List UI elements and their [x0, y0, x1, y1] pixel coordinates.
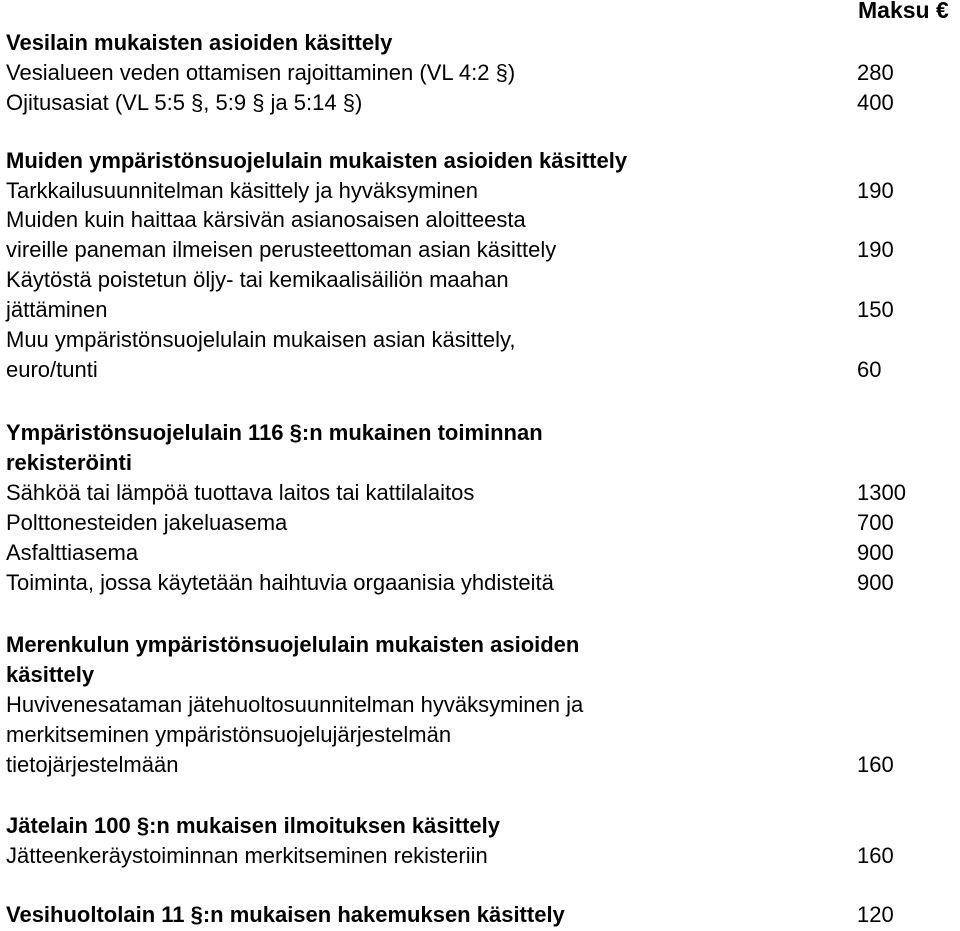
item-fee: 120: [857, 902, 894, 927]
item-fee: 160: [857, 843, 894, 868]
item-text: jättäminen: [6, 297, 108, 322]
section-heading-maritime: Merenkulun ympäristönsuojelulain mukaisten asioiden: [6, 632, 580, 657]
section-heading-registration-cont: rekisteröinti: [6, 450, 132, 475]
item-text: Ojitusasiat (VL 5:5 §, 5:9 § ja 5:14 §): [6, 90, 363, 115]
section-heading-registration: Ympäristönsuojelulain 116 §:n mukainen toiminnan: [6, 420, 543, 445]
item-fee: 160: [857, 752, 894, 777]
item-text: euro/tunti: [6, 357, 98, 382]
item-text: merkitseminen ympäristönsuojelujärjestelmän: [6, 722, 452, 747]
item-fee: 1300: [857, 480, 906, 505]
item-fee: 400: [857, 90, 894, 115]
item-fee: 280: [857, 60, 894, 85]
item-text: Huvivenesataman jätehuoltosuunnitelman hyväksyminen ja: [6, 692, 584, 717]
item-text: Asfalttiasema: [6, 540, 139, 565]
item-text: Käytöstä poistetun öljy- tai kemikaalisäiliön maahan: [6, 267, 509, 292]
item-text: Polttonesteiden jakeluasema: [6, 510, 288, 535]
item-fee: 190: [857, 178, 894, 203]
section-heading-maritime-cont: käsittely: [6, 662, 95, 687]
item-fee: 900: [857, 540, 894, 565]
item-text: Jätteenkeräystoiminnan merkitseminen rekisteriin: [6, 843, 488, 868]
section-heading-water-supply: Vesihuoltolain 11 §:n mukaisen hakemuksen käsittely: [6, 902, 565, 927]
item-text: Sähköä tai lämpöä tuottava laitos tai kattilalaitos: [6, 480, 475, 505]
item-fee: 900: [857, 570, 894, 595]
section-heading-waste-act: Jätelain 100 §:n mukaisen ilmoituksen käsittely: [6, 813, 500, 838]
fee-column-header: Maksu €: [858, 0, 949, 23]
item-text: Tarkkailusuunnitelman käsittely ja hyväksyminen: [6, 178, 478, 203]
item-fee: 150: [857, 297, 894, 322]
item-text: Toiminta, jossa käytetään haihtuvia orgaanisia yhdisteitä: [6, 570, 554, 595]
item-text: Vesialueen veden ottamisen rajoittaminen (VL 4:2 §): [6, 60, 516, 85]
item-text: Muiden kuin haittaa kärsivän asianosaisen aloitteesta: [6, 207, 526, 232]
section-heading-water-act: Vesilain mukaisten asioiden käsittely: [6, 30, 393, 55]
item-fee: 190: [857, 237, 894, 262]
item-text: Muu ympäristönsuojelulain mukaisen asian käsittely,: [6, 327, 516, 352]
item-text: tietojärjestelmään: [6, 752, 179, 777]
section-heading-env-protection: Muiden ympäristönsuojelulain mukaisten asioiden käsittely: [6, 148, 628, 173]
item-fee: 700: [857, 510, 894, 535]
item-fee: 60: [857, 357, 882, 382]
item-text: vireille paneman ilmeisen perusteettoman asian käsittely: [6, 237, 557, 262]
